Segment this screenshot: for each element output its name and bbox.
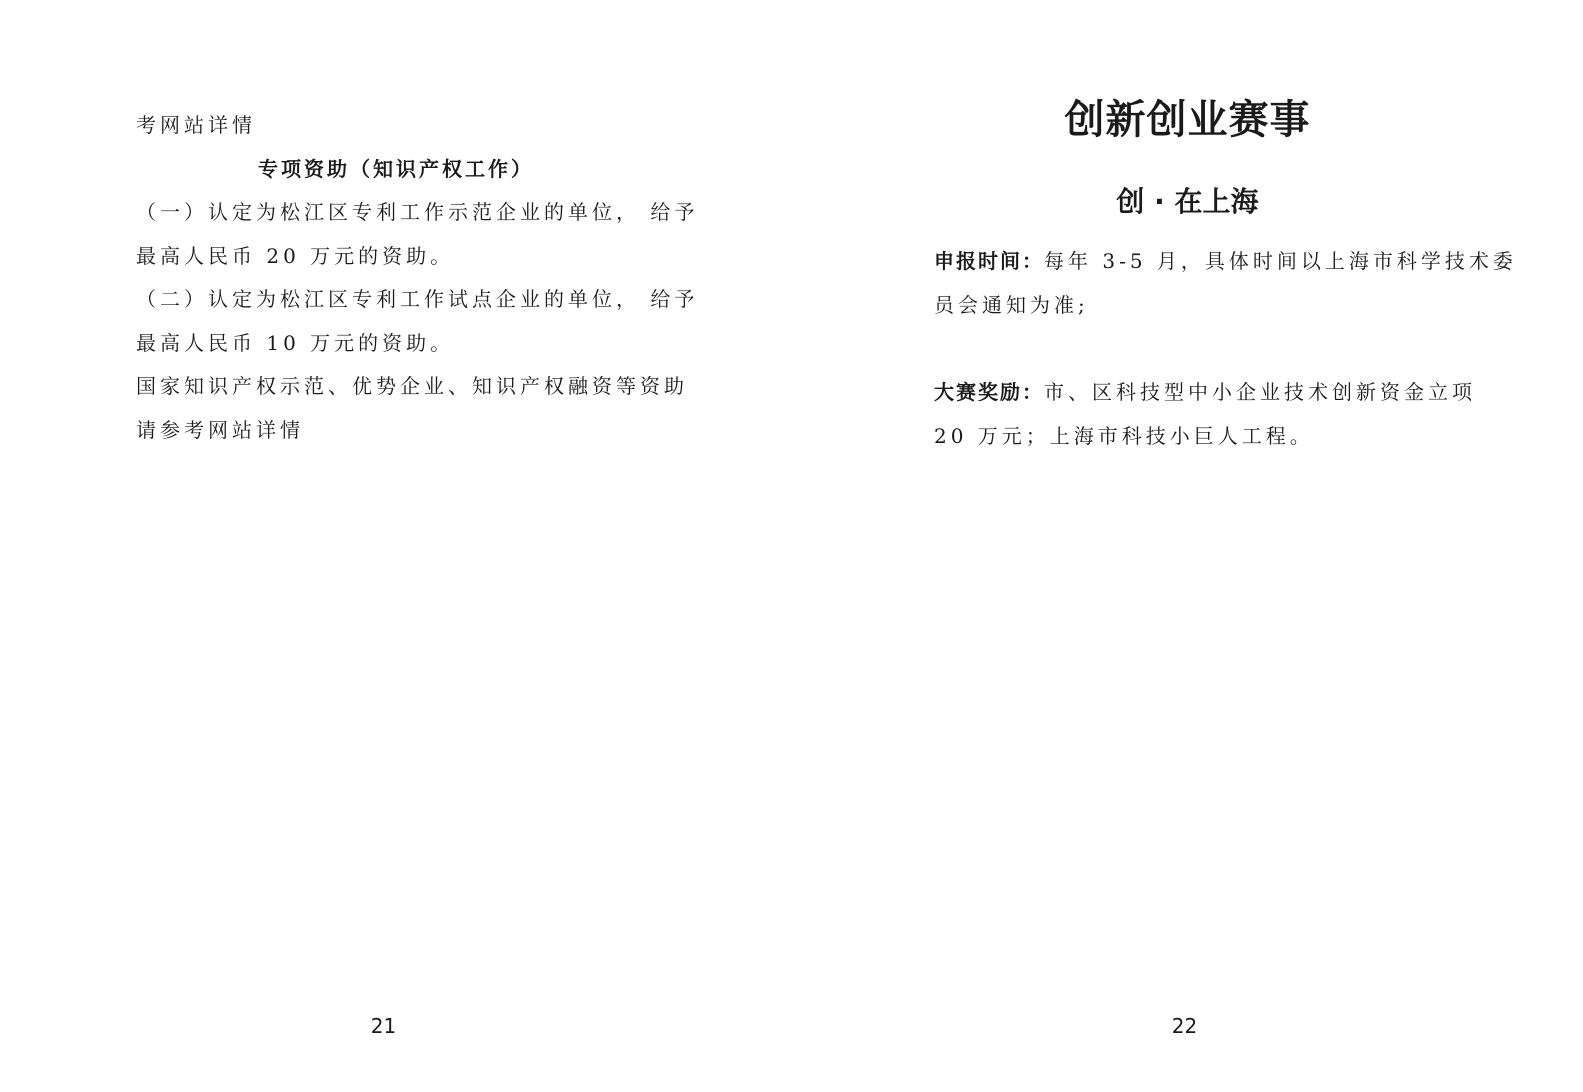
text-line: 考网站详情 [136,113,256,137]
text-line: （二）认定为松江区专利工作试点企业的单位， 给予 [136,287,699,311]
left-page [0,0,791,1092]
award-label: 大赛奖励： [934,380,1044,404]
page-number: 21 [370,1014,397,1038]
text-line: 请参考网站详情 [136,417,304,442]
text-line: 国家知识产权示范、优势企业、知识产权融资等资助 [136,374,688,398]
section-heading: 专项资助（知识产权工作） [258,156,534,181]
text-line [934,371,1476,415]
text-line: 员会通知为准; [934,292,1089,317]
text-line: （一）认定为松江区专利工作示范企业的单位， 给予 [136,200,699,224]
text-line: 20 万元；上海市科技小巨人工程。 [934,423,1314,448]
page-title: 创新创业赛事 [1064,97,1311,143]
application-time-label: 申报时间： [934,249,1044,273]
left-page-body [136,104,699,452]
application-time-section [934,240,1517,327]
page-subtitle: 创 · 在上海 [1116,185,1259,218]
award-section [934,371,1476,458]
award-text: 市、区科技型中小企业技术创新资金立项 [1044,380,1476,404]
text-line: 最高人民币 20 万元的资助。 [136,243,455,268]
text-line: 最高人民币 10 万元的资助。 [136,330,455,355]
text-line [934,240,1517,284]
page-number: 22 [1171,1014,1198,1038]
application-time-text: 每年 3-5 月，具体时间以上海市科学技术委 [1044,249,1517,273]
right-page [792,0,1583,1092]
